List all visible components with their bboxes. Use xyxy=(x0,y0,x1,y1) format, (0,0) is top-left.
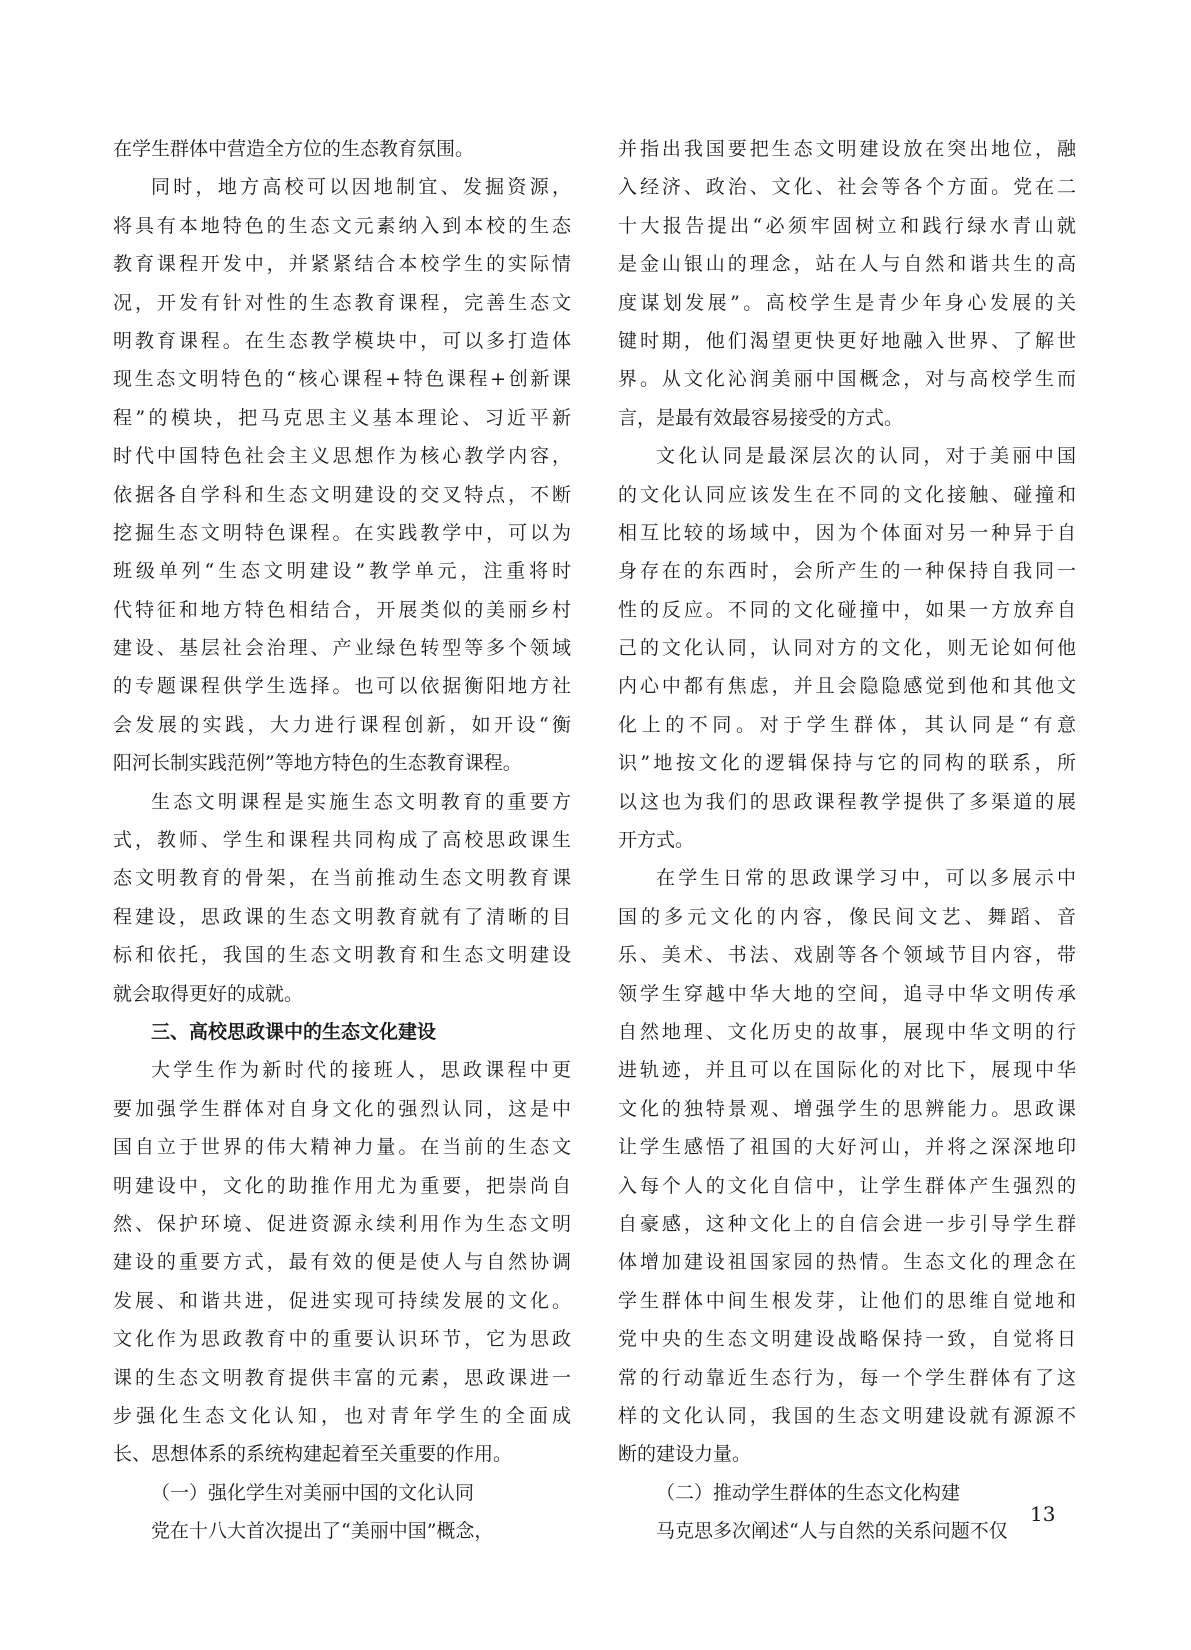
text-line: 化上的不同。对于学生群体，其认同是“有意 xyxy=(618,713,1076,736)
text-line: 己的文化认同，认同对方的文化，则无论如何他 xyxy=(618,637,1076,660)
text-line: 发展、和谐共进，促进实现可持续发展的文化。 xyxy=(113,1289,571,1312)
section-heading: 三、高校思政课中的生态文化建设 xyxy=(151,1020,437,1043)
text-line: 相互比较的场域中，因为个体面对另一种异于自 xyxy=(618,521,1076,544)
text-line: 代特征和地方特色相结合，开展类似的美丽乡村 xyxy=(113,598,571,621)
text-line: 的文化认同应该发生在不同的文化接触、碰撞和 xyxy=(618,483,1076,506)
text-line: 要加强学生群体对自身文化的强烈认同，这是中 xyxy=(113,1097,571,1120)
paragraph-start-line: 马克思多次阐述“人与自然的关系问题不仅 xyxy=(656,1520,1008,1543)
text-line: 以这也为我们的思政课程教学提供了多渠道的展 xyxy=(618,790,1076,813)
text-line: 并指出我国要把生态文明建设放在突出地位，融 xyxy=(618,138,1076,160)
paragraph-start-line: 生态文明课程是实施生态文明教育的重要方 xyxy=(151,790,571,813)
paragraph-start-line: 文化认同是最深层次的认同，对于美丽中国 xyxy=(656,445,1076,468)
paragraph-start-line: 在学生日常的思政课学习中，可以多展示中 xyxy=(656,867,1076,890)
text-line: 自豪感，这种文化上的自信会进一步引导学生群 xyxy=(618,1212,1076,1235)
text-line: 国的多元文化的内容，像民间文艺、舞蹈、音 xyxy=(618,905,1076,928)
text-line: 式，教师、学生和课程共同构成了高校思政课生 xyxy=(113,829,571,852)
text-line: 自然地理、文化历史的故事，展现中华文明的行 xyxy=(618,1020,1076,1043)
text-line: 态文明教育的骨架，在当前推动生态文明教育课 xyxy=(113,867,571,890)
text-line: 断的建设力量。 xyxy=(618,1443,752,1466)
text-line: 学生群体中间生根发芽，让他们的思维自觉地和 xyxy=(618,1289,1076,1312)
text-line: 度谋划发展”。高校学生是青少年身心发展的关 xyxy=(618,291,1076,314)
text-line: 时代中国特色社会主义思想作为核心教学内容， xyxy=(113,445,571,468)
text-line: 领学生穿越中华大地的空间，追寻中华文明传承 xyxy=(618,982,1076,1005)
text-line: 入每个人的文化自信中，让学生群体产生强烈的 xyxy=(618,1174,1076,1197)
paragraph-start-line: 大学生作为新时代的接班人，思政课程中更 xyxy=(151,1059,571,1082)
subsection-heading: （二）推动学生群体的生态文化构建 xyxy=(656,1481,961,1504)
text-line: 长、思想体系的系统构建起着至关重要的作用。 xyxy=(113,1443,513,1466)
text-line: 开方式。 xyxy=(618,829,695,852)
text-line: 况，开发有针对性的生态教育课程，完善生态文 xyxy=(113,291,571,314)
text-line: 识”地按文化的逻辑保持与它的同构的联系，所 xyxy=(618,752,1076,775)
text-line: 样的文化认同，我国的生态文明建设就有源源不 xyxy=(618,1404,1076,1427)
text-line: 步强化生态文化认知，也对青年学生的全面成 xyxy=(113,1404,571,1427)
text-line: 就会取得更好的成就。 xyxy=(113,982,304,1005)
text-line: 常的行动靠近生态行为，每一个学生群体有了这 xyxy=(618,1366,1076,1389)
text-line: 入经济、政治、文化、社会等各个方面。党在二 xyxy=(618,176,1076,199)
text-line: 标和依托，我国的生态文明教育和生态文明建设 xyxy=(113,944,571,967)
text-line: 性的反应。不同的文化碰撞中，如果一方放弃自 xyxy=(618,598,1076,621)
text-line: 言，是最有效最容易接受的方式。 xyxy=(618,406,904,429)
text-line: 文化作为思政教育中的重要认识环节，它为思政 xyxy=(113,1328,571,1351)
text-line: 将具有本地特色的生态文元素纳入到本校的生态 xyxy=(113,214,571,237)
text-line: 文化的独特景观、增强学生的思辨能力。思政课 xyxy=(618,1097,1076,1120)
text-line: 国自立于世界的伟大精神力量。在当前的生态文 xyxy=(113,1136,571,1159)
paragraph-start-line: 同时，地方高校可以因地制宜、发掘资源， xyxy=(151,176,571,199)
text-line: 让学生感悟了祖国的大好河山，并将之深深地印 xyxy=(618,1136,1076,1159)
paragraph-start-line: 党在十八大首次提出了“美丽中国”概念， xyxy=(151,1520,494,1543)
text-line: 是金山银山的理念，站在人与自然和谐共生的高 xyxy=(618,253,1076,276)
text-line: 课的生态文明教育提供丰富的元素，思政课进一 xyxy=(113,1366,571,1389)
text-line: 程建设，思政课的生态文明教育就有了清晰的目 xyxy=(113,905,571,928)
text-line: 党中央的生态文明建设战略保持一致，自觉将日 xyxy=(618,1328,1076,1351)
text-line: 内心中都有焦虑，并且会隐隐感觉到他和其他文 xyxy=(618,675,1076,698)
text-line: 会发展的实践，大力进行课程创新，如开设“衡 xyxy=(113,713,571,736)
text-line: 现生态文明特色的“核心课程+特色课程+创新课 xyxy=(113,368,571,391)
text-line: 体增加建设祖国家园的热情。生态文化的理念在 xyxy=(618,1251,1076,1274)
text-line: 进轨迹，并且可以在国际化的对比下，展现中华 xyxy=(618,1059,1076,1082)
left-column xyxy=(113,130,571,1550)
text-line: 然、保护环境、促进资源永续利用作为生态文明 xyxy=(113,1212,571,1235)
text-line: 建设、基层社会治理、产业绿色转型等多个领域 xyxy=(113,637,571,660)
text-line: 乐、美术、书法、戏剧等各个领域节目内容，带 xyxy=(618,944,1076,967)
text-line: 的专题课程供学生选择。也可以依据衡阳地方社 xyxy=(113,675,571,698)
text-line: 明教育课程。在生态教学模块中，可以多打造体 xyxy=(113,329,571,352)
text-line: 建设的重要方式，最有效的便是使人与自然协调 xyxy=(113,1251,571,1274)
subsection-heading: （一）强化学生对美丽中国的文化认同 xyxy=(151,1481,475,1504)
text-line: 十大报告提出“必须牢固树立和践行绿水青山就 xyxy=(618,214,1076,237)
text-line: 班级单列“生态文明建设”教学单元，注重将时 xyxy=(113,560,571,583)
text-line: 依据各自学科和生态文明建设的交叉特点，不断 xyxy=(113,483,571,506)
text-line: 界。从文化沁润美丽中国概念，对与高校学生而 xyxy=(618,368,1076,391)
text-line: 明建设中，文化的助推作用尤为重要，把崇尚自 xyxy=(113,1174,571,1197)
text-line: 挖掘生态文明特色课程。在实践教学中，可以为 xyxy=(113,521,571,544)
text-line: 身存在的东西时，会所产生的一种保持自我同一 xyxy=(618,560,1076,583)
page-number: 13 xyxy=(1030,1502,1056,1526)
text-line: 键时期，他们渴望更快更好地融入世界、了解世 xyxy=(618,329,1076,352)
text-line: 在学生群体中营造全方位的生态教育氛围。 xyxy=(113,138,475,160)
text-line: 程”的模块，把马克思主义基本理论、习近平新 xyxy=(113,406,571,429)
right-column xyxy=(618,130,1076,1550)
text-line: 教育课程开发中，并紧紧结合本校学生的实际情 xyxy=(113,253,571,276)
text-line: 阳河长制实践范例”等地方特色的生态教育课程。 xyxy=(113,752,522,775)
